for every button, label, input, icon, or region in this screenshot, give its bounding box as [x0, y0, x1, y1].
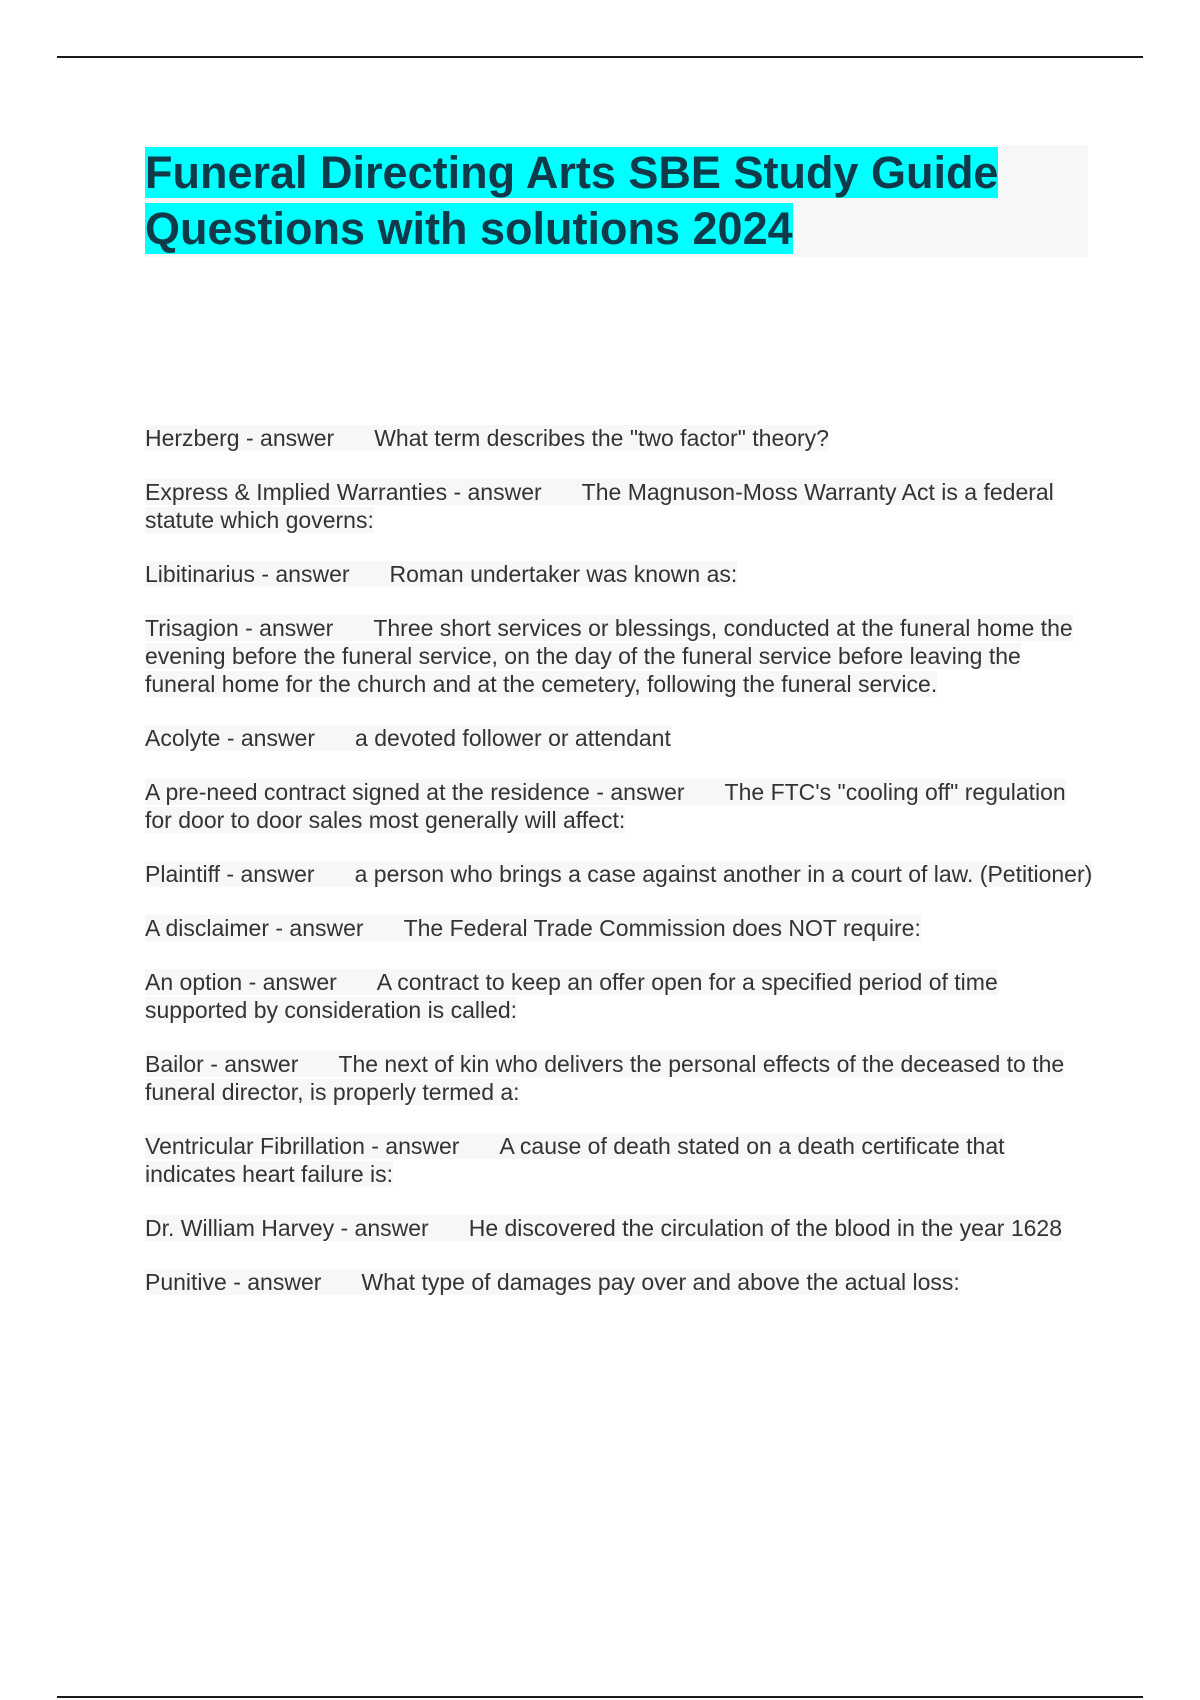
qa-item: [145, 778, 1095, 834]
qa-question: A cause of death stated on a death certificate that indicates heart failure is:: [145, 1133, 1005, 1187]
qa-answer: Punitive - answer: [145, 1269, 322, 1295]
qa-question: Three short services or blessings, conducted at the funeral home the evening before the funeral service, on the day of the funeral service before leaving the funeral home for the church and at the cemetery, following the funeral service.: [145, 615, 1073, 697]
qa-item: [145, 478, 1095, 534]
qa-answer: Acolyte - answer: [145, 725, 316, 751]
qa-question: The Magnuson-Moss Warranty Act is a federal statute which governs:: [145, 479, 1054, 533]
qa-item: [145, 860, 1095, 888]
qa-answer: Plaintiff - answer: [145, 861, 315, 887]
title-block: [145, 145, 1088, 257]
qa-answer: Herzberg - answer: [145, 425, 335, 451]
qa-answer: A disclaimer - answer: [145, 915, 364, 941]
top-rule: [57, 56, 1143, 58]
qa-question: The FTC's "cooling off" regulation for door to door sales most generally will affect:: [145, 779, 1066, 833]
qa-question: a devoted follower or attendant: [355, 725, 671, 751]
qa-answer: Express & Implied Warranties - answer: [145, 479, 542, 505]
qa-answer: Trisagion - answer: [145, 615, 334, 641]
qa-answer: Dr. William Harvey - answer: [145, 1215, 429, 1241]
qa-question: What type of damages pay over and above the actual loss:: [361, 1269, 960, 1295]
bottom-rule: [57, 1696, 1143, 1698]
qa-answer: Bailor - answer: [145, 1051, 299, 1077]
qa-question: a person who brings a case against another in a court of law. (Petitioner): [354, 861, 1093, 887]
document-title: [145, 145, 1088, 257]
qa-answer: A pre-need contract signed at the residence - answer: [145, 779, 685, 805]
qa-question: The next of kin who delivers the personal effects of the deceased to the funeral director, is properly termed a:: [145, 1051, 1065, 1105]
qa-answer: Ventricular Fibrillation - answer: [145, 1133, 460, 1159]
qa-item: [145, 1268, 1095, 1296]
qa-list: [145, 424, 1095, 1322]
qa-question: A contract to keep an offer open for a specified period of time supported by consideration is called:: [145, 969, 998, 1023]
qa-question: What term describes the "two factor" theory?: [374, 425, 829, 451]
qa-item: [145, 424, 1095, 452]
qa-item: [145, 1132, 1095, 1188]
qa-question: He discovered the circulation of the blood in the year 1628: [468, 1215, 1062, 1241]
qa-item: [145, 560, 1095, 588]
title-line-2: Questions with solutions 2024: [145, 203, 793, 254]
title-line-1: Funeral Directing Arts SBE Study Guide: [145, 147, 999, 198]
qa-item: [145, 614, 1095, 698]
qa-item: [145, 1214, 1095, 1242]
qa-item: [145, 914, 1095, 942]
qa-item: [145, 1050, 1095, 1106]
qa-answer: An option - answer: [145, 969, 337, 995]
qa-item: [145, 724, 1095, 752]
qa-item: [145, 968, 1095, 1024]
qa-question: Roman undertaker was known as:: [389, 561, 738, 587]
qa-answer: Libitinarius - answer: [145, 561, 350, 587]
qa-question: The Federal Trade Commission does NOT require:: [403, 915, 921, 941]
